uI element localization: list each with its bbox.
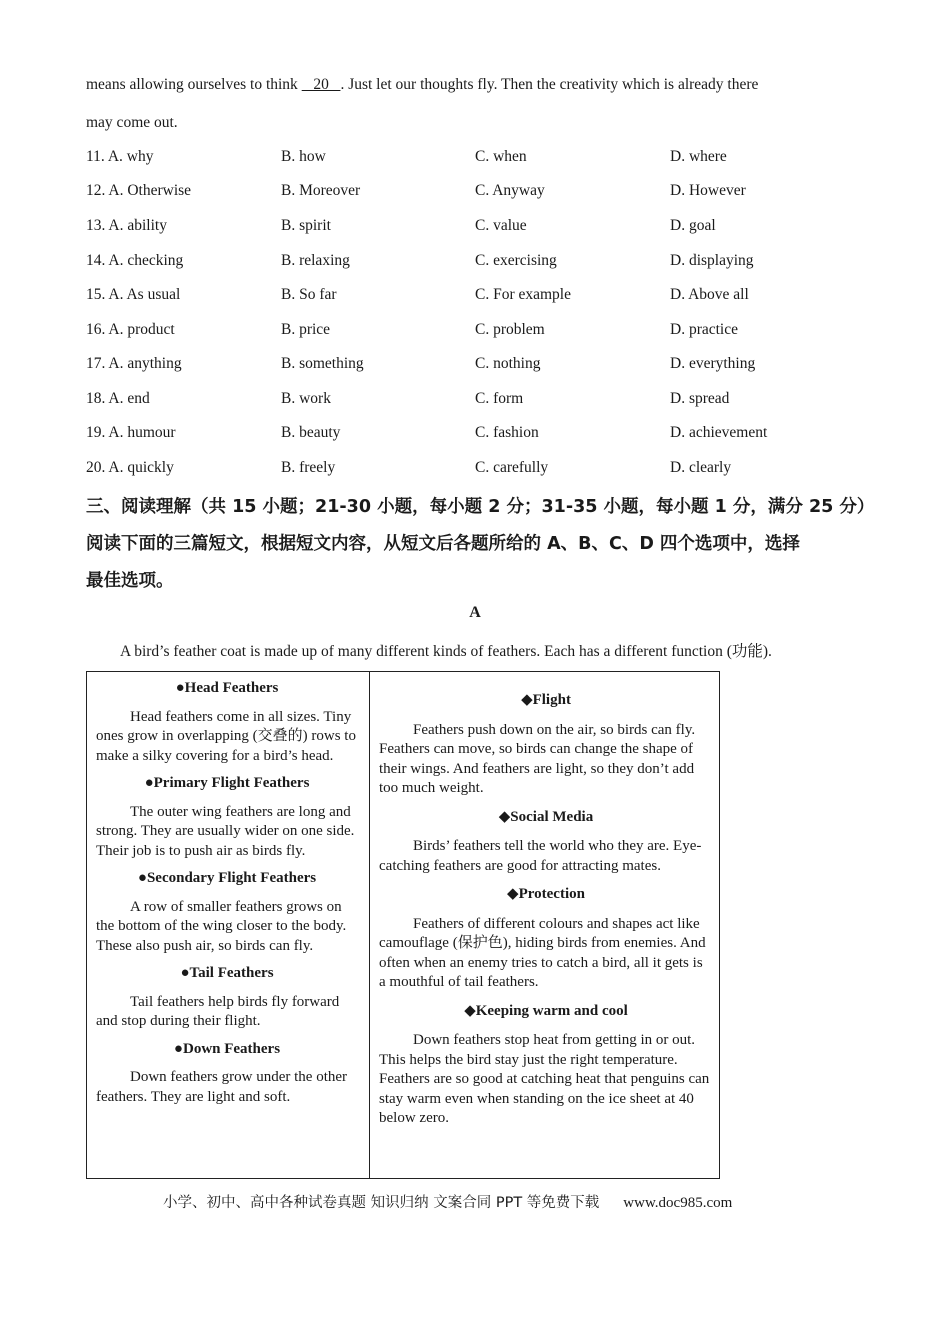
option-a: 17. A. anything xyxy=(86,355,182,372)
section-instruction-line-1: 阅读下面的三篇短文，根据短文内容，从短文后各题所给的 A、B、C、D 四个选项中，选择 xyxy=(86,534,800,554)
option-a: 11. A. why xyxy=(86,148,154,165)
social-media-heading: ◆Social Media xyxy=(498,808,594,825)
option-a: 16. A. product xyxy=(86,321,175,338)
option-c: C. exercising xyxy=(475,252,557,269)
secondary-flight-feathers-heading: ●Secondary Flight Feathers xyxy=(137,870,317,886)
option-c: C. fashion xyxy=(475,424,539,441)
option-c: C. For example xyxy=(475,286,571,303)
option-b: B. Moreover xyxy=(281,182,361,199)
question-row-19 xyxy=(86,424,866,446)
head-feathers-heading: ●Head Feathers xyxy=(175,680,279,696)
down-feathers-heading: ●Down Feathers xyxy=(173,1040,281,1057)
primary-flight-feathers-text: The outer wing feathers are long and strong. They are usually wider on one side. Their job is to push air as birds fly. xyxy=(96,803,355,859)
head-feathers-text: Head feathers come in all sizes. Tiny ones grow in overlapping (交叠的) rows to make a silky covering for a bird’s head. xyxy=(96,708,356,764)
option-b: B. freely xyxy=(281,459,336,476)
option-b: B. spirit xyxy=(281,217,331,234)
feathers-table xyxy=(86,671,720,1179)
option-c: C. carefully xyxy=(475,459,549,476)
passage-intro: A bird’s feather coat is made up of many different kinds of feathers. Each has a different function (功能). xyxy=(120,643,772,660)
question-row-17 xyxy=(86,355,866,377)
option-d: D. practice xyxy=(670,321,738,338)
option-c: C. when xyxy=(475,148,527,165)
protection-heading: ◆Protection xyxy=(507,886,585,902)
option-d: D. displaying xyxy=(670,252,754,269)
option-b: B. price xyxy=(281,321,331,338)
footer-text: 小学、初中、高中各种试卷真题 知识归纳 文案合同 PPT 等免费下载 xyxy=(163,1195,600,1211)
option-d: D. goal xyxy=(670,217,716,234)
question-row-11 xyxy=(86,148,866,170)
question-row-12 xyxy=(86,182,866,204)
passage-end-line-2: may come out. xyxy=(86,114,178,131)
tail-feathers-text: Tail feathers help birds fly forward and stop during their flight. xyxy=(96,993,340,1029)
flight-heading: ◆Flight xyxy=(521,692,571,708)
keeping-warm-and-cool-heading: ◆Keeping warm and cool xyxy=(464,1002,628,1019)
primary-flight-feathers-heading: ●Primary Flight Feathers xyxy=(144,775,310,791)
question-row-13 xyxy=(86,217,866,239)
question-row-16 xyxy=(86,321,866,343)
option-c: C. nothing xyxy=(475,355,541,372)
option-d: D. clearly xyxy=(670,459,732,476)
option-a: 20. A. quickly xyxy=(86,459,174,476)
feather-types-column xyxy=(96,672,358,1107)
option-d: D. where xyxy=(670,148,727,165)
tail-feathers-heading: ●Tail Feathers xyxy=(180,965,274,981)
question-row-15 xyxy=(86,286,866,308)
option-a: 12. A. Otherwise xyxy=(86,182,192,199)
option-a: 18. A. end xyxy=(86,390,150,407)
option-c: C. value xyxy=(475,217,527,234)
option-a: 15. A. As usual xyxy=(86,286,181,303)
option-b: B. how xyxy=(281,148,326,165)
passage-title: A xyxy=(469,604,481,621)
option-c: C. problem xyxy=(475,321,545,338)
option-b: B. So far xyxy=(281,286,337,303)
footer-url[interactable]: www.doc985.com xyxy=(623,1195,733,1211)
option-c: C. Anyway xyxy=(475,182,545,199)
question-row-20 xyxy=(86,459,866,481)
option-d: D. However xyxy=(670,182,746,199)
option-b: B. something xyxy=(281,355,364,372)
option-d: D. everything xyxy=(670,355,756,372)
section-heading: 三、阅读理解（共 15 小题；21-30 小题，每小题 2 分；31-35 小题，每小题 1 分，满分 25 分） xyxy=(86,497,875,517)
option-d: D. spread xyxy=(670,390,730,407)
option-b: B. work xyxy=(281,390,331,407)
option-b: B. relaxing xyxy=(281,252,350,269)
blank-20: 20 xyxy=(301,76,341,93)
social-media-text: Birds’ feathers tell the world who they are. Eye-catching feathers are good for attracting mates. xyxy=(379,838,702,874)
question-row-18 xyxy=(86,390,866,412)
option-c: C. form xyxy=(475,390,524,407)
secondary-flight-feathers-text: A row of smaller feathers grows on the bottom of the wing closer to the body. These also push air, so birds can fly. xyxy=(96,898,347,954)
option-a: 19. A. humour xyxy=(86,424,176,441)
feather-functions-column xyxy=(379,672,713,1129)
protection-text: Feathers of different colours and shapes act like camouflage (保护色), hiding birds from enemies. And often when an enemy tries to catch a bird, all it gets is a mouthful of tail feathers. xyxy=(379,915,706,990)
flight-text: Feathers push down on the air, so birds can fly. Feathers can move, so birds can change the shape of their wings. And feathers are light, so they don’t add too much weight. xyxy=(379,721,696,796)
table-divider xyxy=(369,672,370,1178)
down-feathers-text: Down feathers grow under the other feathers. They are light and soft. xyxy=(96,1069,348,1105)
passage-end-line-1 xyxy=(86,76,758,94)
option-d: D. Above all xyxy=(670,286,749,303)
option-b: B. beauty xyxy=(281,424,341,441)
option-d: D. achievement xyxy=(670,424,768,441)
option-a: 13. A. ability xyxy=(86,217,167,234)
passage-text-after: . Just let our thoughts fly. Then the creativity which is already there xyxy=(340,76,759,93)
option-a: 14. A. checking xyxy=(86,252,184,269)
section-instruction-line-2: 最佳选项。 xyxy=(86,571,174,591)
keeping-warm-and-cool-text: Down feathers stop heat from getting in or out. This helps the bird stay just the right temperature. Feathers are so good at catching heat that penguins can stay warm even when standing on the ice sheet at 40 below zero. xyxy=(379,1032,710,1126)
question-row-14 xyxy=(86,252,866,274)
page-footer xyxy=(163,1191,732,1212)
passage-text-before: means allowing ourselves to think xyxy=(86,76,302,93)
